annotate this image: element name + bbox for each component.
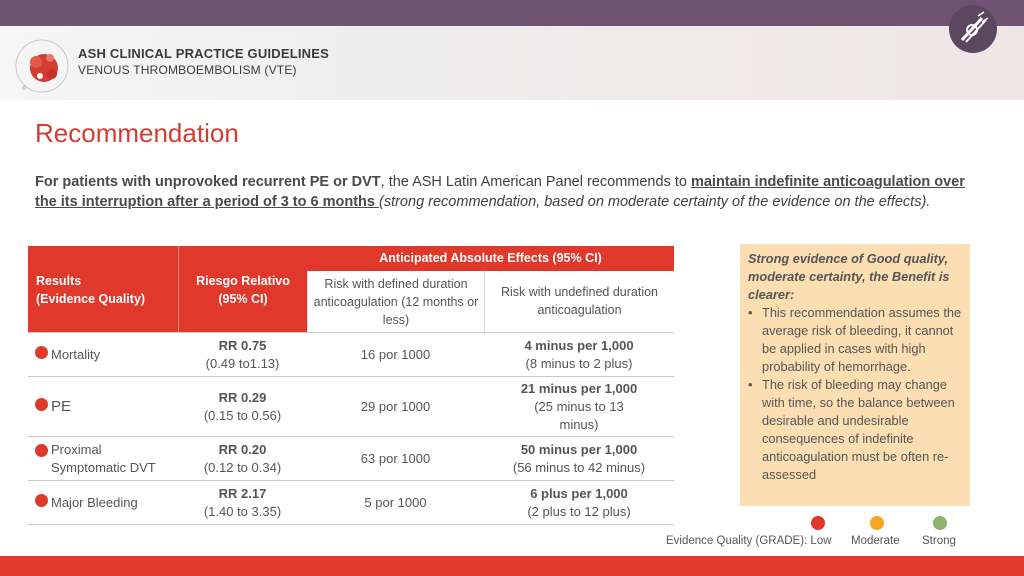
org-subtitle: VENOUS THROMBOEMBOLISM (VTE) (78, 63, 297, 77)
header-anticipated-effects: Anticipated Absolute Effects (95% CI) (307, 246, 674, 271)
rr-ci: (0.15 to 0.56) (203, 407, 282, 423)
undefined-risk-ci: (25 minus to 13 minus) (534, 398, 624, 432)
undefined-risk-value: 50 minus per 1,000 (520, 441, 638, 457)
evidence-note (740, 244, 970, 506)
header-defined-duration: Risk with defined duration anticoagulation (12 months or less) (307, 271, 484, 332)
header-relative-risk (178, 246, 307, 332)
quality-low-dot-icon (35, 494, 48, 507)
row-undefined-risk (484, 481, 674, 524)
table-row (28, 480, 674, 524)
rr-value: RR 2.17 (218, 485, 267, 501)
row-relative-risk (178, 333, 307, 376)
recommendation-population: For patients with unprovoked recurrent PE or DVT (35, 174, 381, 190)
rr-value: RR 0.75 (218, 337, 267, 353)
rr-value: RR 0.29 (218, 389, 267, 405)
recommendation-action: maintain indefinite anticoagulation over the its interruption after a period of 3 to 6 months (35, 174, 965, 210)
row-defined-risk (307, 377, 484, 436)
recommendation-qualifier: (strong recommendation, based on moderate certainty of the evidence on the effects). (379, 194, 931, 210)
recommendation-middle: , the ASH Latin American Panel recommends to (380, 174, 691, 190)
row-outcome (28, 333, 178, 376)
header-rr-line1: Riesgo Relativo (196, 274, 290, 288)
row-undefined-risk (484, 333, 674, 376)
defined-risk-value: 5 por 1000 (364, 494, 427, 510)
table-row (28, 332, 674, 376)
quality-low-dot-icon (35, 444, 48, 457)
top-band (0, 0, 1024, 26)
legend-moderate-dot-icon (870, 516, 884, 530)
rr-ci: (1.40 to 3.35) (203, 503, 282, 519)
row-relative-risk (178, 437, 307, 480)
rr-ci: (0.49 to1.13) (205, 355, 280, 371)
defined-risk-value: 16 por 1000 (360, 346, 431, 362)
outcome-label: Mortality (51, 346, 101, 362)
row-outcome (28, 437, 178, 480)
quality-low-dot-icon (35, 398, 48, 411)
header-results-line1: Results (36, 274, 82, 288)
undefined-risk-ci: (2 plus to 12 plus) (527, 503, 631, 519)
row-relative-risk (178, 377, 307, 436)
row-defined-risk (307, 437, 484, 480)
row-defined-risk (307, 481, 484, 524)
undefined-risk-value: 4 minus per 1,000 (524, 337, 634, 353)
note-bullet: • This recommendation assumes the average risk of bleeding, it cannot be applied in cases with high probability of hemorrhage. (748, 304, 962, 376)
legend-low-dot-icon (811, 516, 825, 530)
defined-risk-value: 63 por 1000 (360, 450, 431, 466)
ash-logo-icon (14, 38, 70, 94)
row-outcome (28, 481, 178, 524)
org-title: ASH CLINICAL PRACTICE GUIDELINES (78, 46, 330, 61)
legend-strong-label: Strong (922, 535, 956, 547)
undefined-risk-ci: (8 minus to 2 plus) (525, 355, 633, 371)
row-undefined-risk (484, 377, 674, 436)
undefined-risk-value: 6 plus per 1,000 (530, 485, 628, 501)
table-row (28, 376, 674, 436)
header-undefined-duration: Risk with undefined duration anticoagulation (484, 271, 674, 332)
outcome-label: Major Bleeding (51, 494, 138, 510)
note-bullets (748, 304, 962, 484)
undefined-risk-value: 21 minus per 1,000 (520, 380, 638, 396)
note-heading: Strong evidence of Good quality, moderate certainty, the Benefit is clearer: (748, 251, 950, 302)
legend-low-label: Evidence Quality (GRADE): Low (666, 535, 832, 547)
table-row (28, 436, 674, 480)
rr-ci: (0.12 to 0.34) (203, 459, 282, 475)
note-bullet: • The risk of bleeding may change with time, so the balance between desirable and undesirable consequences of indefinite anticoagulation must be often re-assessed (748, 376, 962, 484)
outcome-label: Proximal Symptomatic DVT (51, 441, 156, 475)
table-bottom-border (28, 524, 674, 525)
header-results (28, 246, 178, 332)
outcome-label: PE (51, 397, 72, 415)
quality-low-dot-icon (35, 346, 48, 359)
svg-text:®: ® (22, 86, 26, 92)
header-results-line2: (Evidence Quality) (36, 292, 146, 306)
defined-risk-value: 29 por 1000 (360, 398, 431, 414)
row-outcome (28, 377, 178, 436)
undefined-risk-ci: (56 minus to 42 minus) (512, 459, 646, 475)
header-rr-line2: (95% CI) (218, 292, 268, 306)
footer-band (0, 556, 1024, 576)
row-undefined-risk (484, 437, 674, 480)
vte-anatomy-icon (948, 4, 998, 54)
legend-moderate-label: Moderate (851, 535, 900, 547)
row-defined-risk (307, 333, 484, 376)
rr-value: RR 0.20 (218, 441, 267, 457)
row-relative-risk (178, 481, 307, 524)
legend-strong-dot-icon (933, 516, 947, 530)
recommendation-text (35, 172, 965, 212)
page-title: Recommendation (35, 118, 239, 148)
